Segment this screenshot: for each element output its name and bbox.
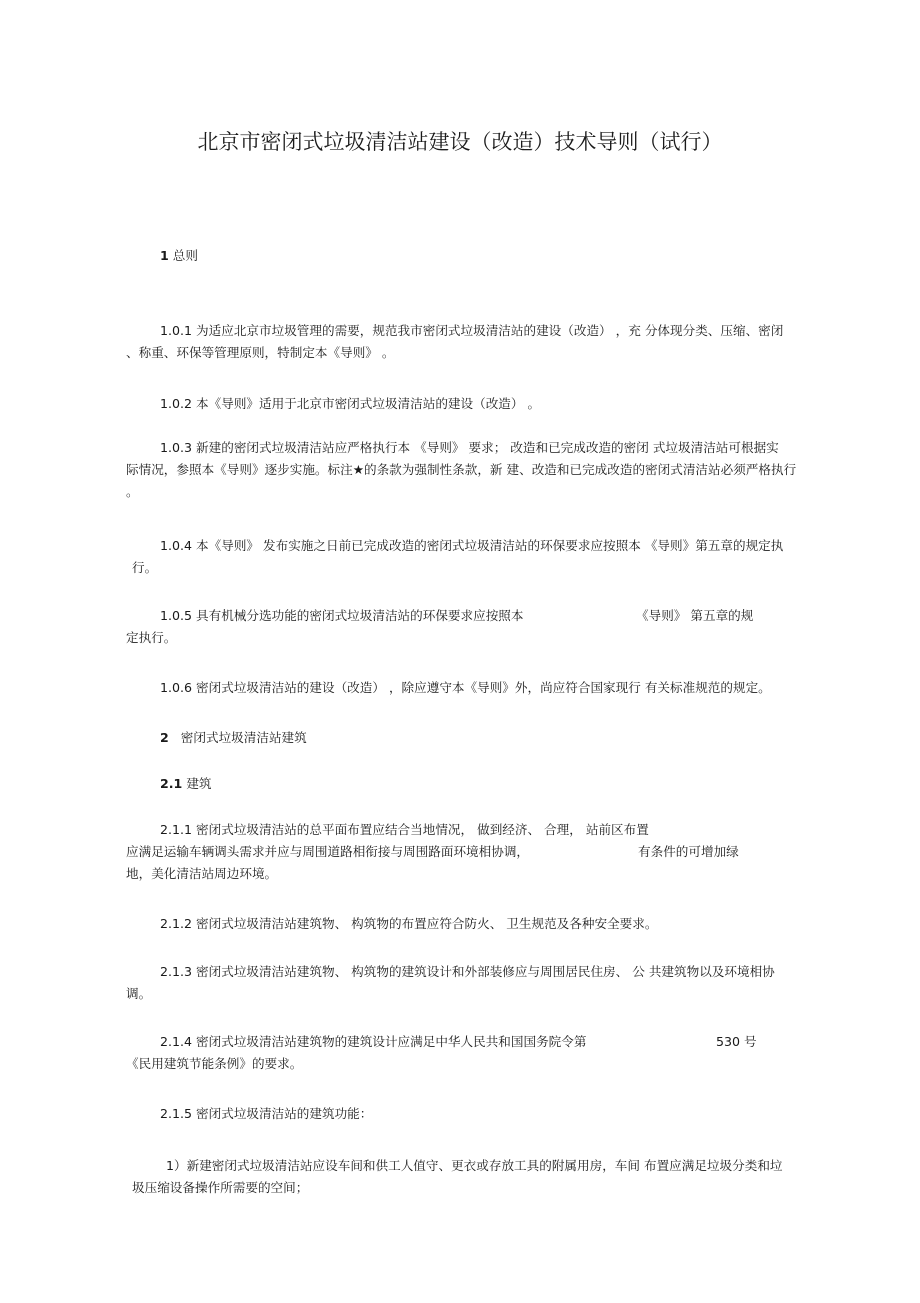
paragraph-line: 、称重、环保等管理原则，特制定本《导则》 。	[126, 345, 395, 360]
paragraph-1-0-3	[126, 437, 796, 503]
paragraph-line: 2.1.2 密闭式垃圾清洁站建筑物、 构筑物的布置应符合防火、 卫生规范及各种安全要求。	[160, 916, 658, 931]
paragraph-line: 《民用建筑节能条例》的要求。	[126, 1056, 303, 1071]
paragraph-line: 圾压缩设备操作所需要的空间；	[132, 1180, 309, 1195]
section-number: 2.1	[160, 776, 183, 791]
document-title: 北京市密闭式垃圾清洁站建设（改造）技术导则（试行）	[197, 130, 723, 154]
paragraph-line-fragment: 有条件的可增加绿	[638, 844, 739, 859]
paragraph-line: 。	[126, 484, 139, 499]
paragraph-line: 2.1.1 密闭式垃圾清洁站的总平面布置应结合当地情况， 做到经济、 合理， 站前区布置	[160, 822, 649, 837]
paragraph-line: 调。	[126, 986, 152, 1001]
paragraph-line: 1.0.2 本《导则》适用于北京市密闭式垃圾清洁站的建设（改造） 。	[160, 396, 541, 411]
paragraph-1-0-1	[126, 320, 783, 364]
paragraph-2-1-5	[126, 1103, 372, 1125]
section-number: 2	[160, 730, 169, 745]
section-number: 1	[160, 248, 169, 263]
paragraph-line-fragment: 《导则》 第五章的规	[636, 608, 754, 623]
section-title: 密闭式垃圾清洁站建筑	[180, 730, 307, 745]
paragraph-line: 应满足运输车辆调头需求并应与周围道路相衔接与周围路面环境相协调，	[126, 844, 529, 859]
paragraph-1-0-2	[126, 393, 540, 415]
paragraph-line: 2.1.4 密闭式垃圾清洁站建筑物的建筑设计应满足中华人民共和国国务院令第	[160, 1034, 587, 1049]
section-heading-1	[160, 245, 198, 267]
paragraph-line: 1.0.4 本《导则》 发布实施之日前已完成改造的密闭式垃圾清洁站的环保要求应按照本 《导则》第五章的规定执	[160, 538, 784, 553]
paragraph-2-1-1	[126, 819, 649, 885]
paragraph-line: 2.1.3 密闭式垃圾清洁站建筑物、 构筑物的建筑设计和外部装修应与周围居民住房、 公 共建筑物以及环境相协	[160, 964, 775, 979]
paragraph-line: 定执行。	[126, 630, 177, 645]
paragraph-2-1-2	[126, 913, 657, 935]
section-heading-2-1	[160, 773, 212, 795]
section-title: 总则	[172, 248, 198, 263]
section-title: 建筑	[186, 776, 212, 791]
paragraph-1-0-6	[126, 677, 771, 699]
paragraph-line-fragment: 530 号	[716, 1034, 757, 1049]
paragraph-2-1-4	[126, 1031, 586, 1075]
paragraph-1-0-5	[126, 605, 524, 649]
paragraph-2-1-3	[126, 961, 775, 1005]
paragraph-line: 1.0.5 具有机械分选功能的密闭式垃圾清洁站的环保要求应按照本	[160, 608, 524, 623]
paragraph-1-0-4	[126, 535, 783, 579]
paragraph-line: 1.0.3 新建的密闭式垃圾清洁站应严格执行本 《导则》 要求； 改造和已完成改造的密闭 式垃圾清洁站可根据实	[160, 440, 779, 455]
paragraph-line: 1.0.6 密闭式垃圾清洁站的建设（改造） ，除应遵守本《导则》外，尚应符合国家现行 有关标准规范的规定。	[160, 680, 771, 695]
list-item-1	[126, 1155, 783, 1199]
paragraph-line: 1.0.1 为适应北京市垃圾管理的需要，规范我市密闭式垃圾清洁站的建设（改造） ，充 分体现分类、压缩、密闭	[160, 323, 784, 338]
paragraph-line: 2.1.5 密闭式垃圾清洁站的建筑功能：	[160, 1106, 373, 1121]
paragraph-line: 行。	[132, 560, 158, 575]
paragraph-line: 地，美化清洁站周边环境。	[126, 866, 278, 881]
paragraph-line: 1）新建密闭式垃圾清洁站应设车间和供工人值守、更衣或存放工具的附属用房，车间 布置应满足垃圾分类和垃	[166, 1158, 783, 1173]
paragraph-line: 际情况，参照本《导则》逐步实施。标注★的条款为强制性条款，新 建、改造和已完成改造的密闭式清洁站必须严格执行	[126, 462, 797, 477]
section-heading-2	[160, 727, 307, 749]
